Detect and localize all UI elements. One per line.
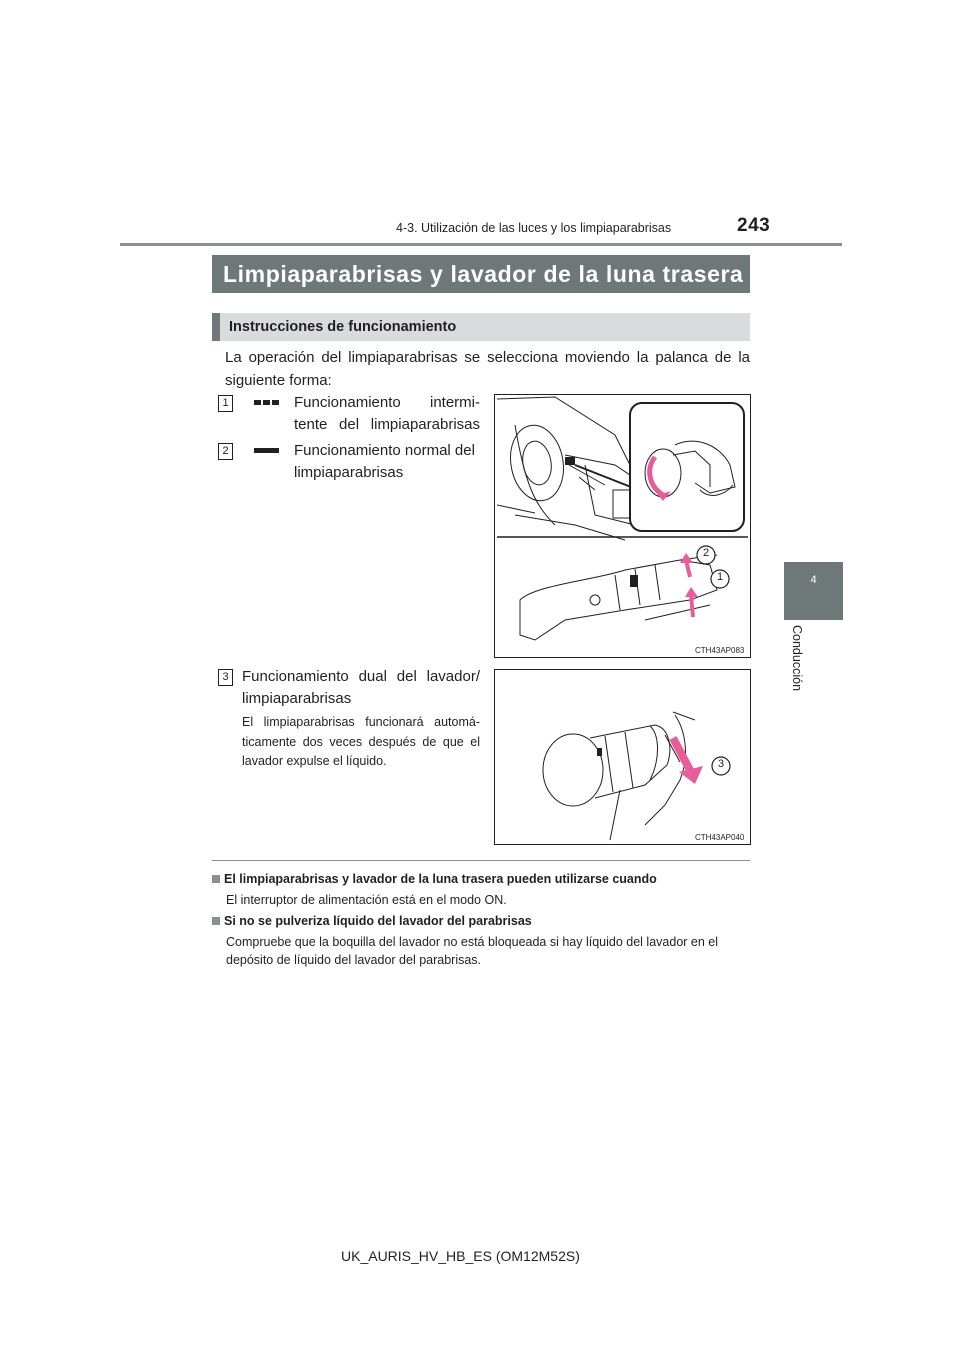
chapter-tab-label: Conducción	[790, 625, 804, 692]
item-number-3: 3	[218, 669, 233, 686]
figure-wiper-lever	[494, 394, 751, 658]
note-bullet-icon	[212, 917, 220, 925]
item-text-3: Funcionamiento dual del lavador/ limpiaparabrisas	[242, 668, 480, 707]
item-text-2: Funcionamiento normal del limpiaparabrisas	[294, 442, 475, 481]
normal-symbol-icon	[254, 448, 280, 454]
figure-callout-3: 3	[717, 758, 725, 770]
washer-lever-illustration	[495, 670, 750, 844]
chapter-tab	[784, 562, 843, 620]
page-title: Limpiaparabrisas y lavador de la luna trasera	[212, 255, 750, 293]
item-text-1: Funcionamiento intermi-tente del limpiaparabrisas	[294, 394, 480, 433]
notes-divider	[212, 860, 750, 861]
intro-paragraph: La operación del limpiaparabrisas se selecciona moviendo la palanca de la siguiente forma:	[225, 349, 750, 389]
note-heading-text: El limpiaparabrisas y lavador de la luna trasera pueden utilizarse cuando	[224, 872, 657, 886]
note-heading-text: Si no se pulveriza líquido del lavador del parabrisas	[224, 914, 532, 928]
footer-manual-code: UK_AURIS_HV_HB_ES (OM12M52S)	[341, 1248, 580, 1264]
figure-callout-1: 1	[716, 571, 724, 583]
note-body-1: El interruptor de alimentación está en el modo ON.	[226, 893, 507, 907]
chapter-tab-number: 4	[810, 574, 817, 586]
figure-wiper-washer	[494, 669, 751, 845]
header-rule	[120, 243, 842, 246]
intermittent-symbol-icon	[254, 400, 280, 406]
note-heading-2	[212, 912, 752, 930]
figure-callout-2: 2	[702, 547, 710, 559]
figure-code: CTH43AP083	[695, 646, 745, 655]
page-number: 243	[737, 215, 771, 236]
note-bullet-icon	[212, 875, 220, 883]
section-reference: 4-3. Utilización de las luces y los limpiaparabrisas	[396, 221, 672, 235]
note-body-2: Compruebe que la boquilla del lavador no está bloqueada si hay líquido del lavador en el depósito de líquido del lavador del parabrisas.	[226, 935, 719, 967]
item-number-1: 1	[218, 395, 233, 412]
figure-code: CTH43AP040	[695, 833, 745, 842]
wiper-lever-illustration	[495, 395, 750, 657]
item-note-3: El limpiaparabrisas funcionará automá-ticamente dos veces después de que el lavador expulse el líquido.	[242, 715, 480, 768]
section-subheader: Instrucciones de funcionamiento	[212, 313, 750, 341]
note-heading-1	[212, 870, 752, 888]
item-number-2: 2	[218, 443, 233, 460]
